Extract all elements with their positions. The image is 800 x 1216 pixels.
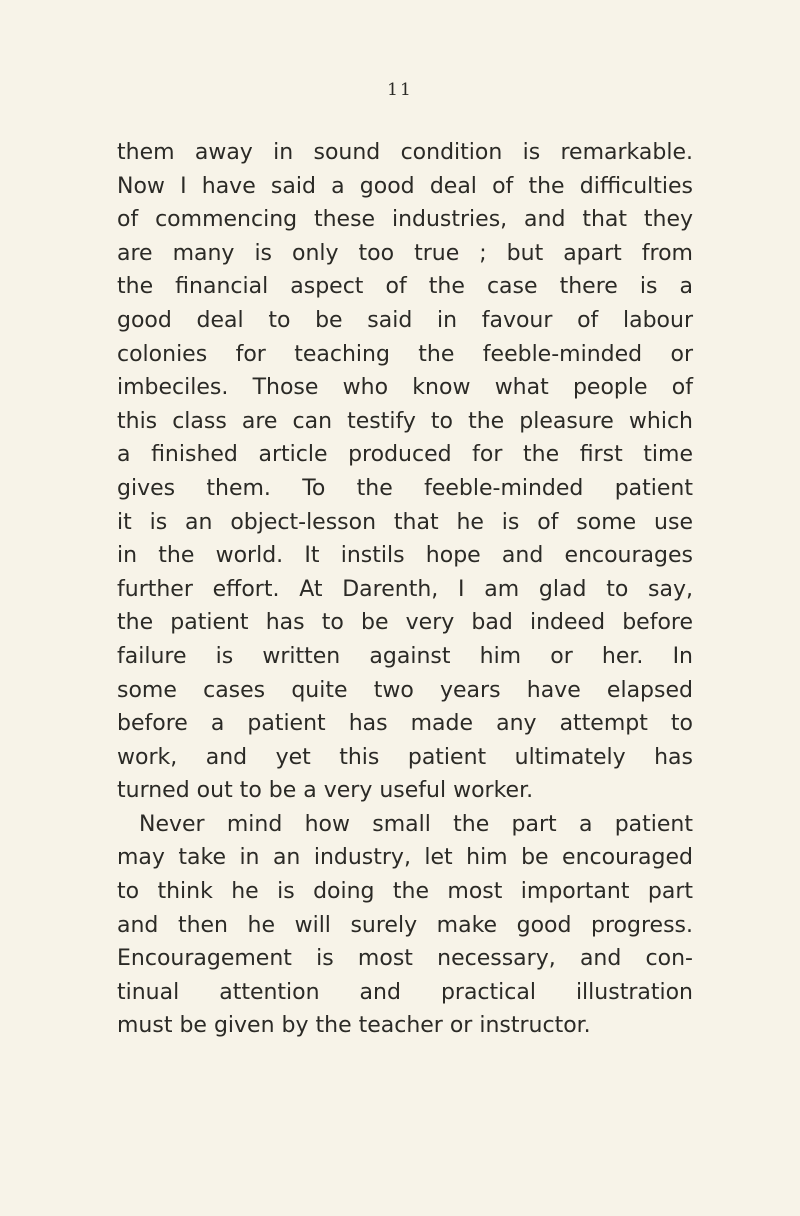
text-line: some cases quite two years have elapsed (117, 677, 693, 703)
text-line: Now I have said a good deal of the difficulties (117, 173, 693, 199)
text-line: and then he will surely make good progress. (117, 912, 693, 938)
text-line: work, and yet this patient ultimately has (117, 744, 693, 770)
text-line: gives them. To the feeble-minded patient (117, 475, 693, 501)
text-line: may take in an industry, let him be encouraged (117, 845, 693, 871)
text-line: before a patient has made any attempt to (117, 711, 693, 737)
text-line: turned out to be a very useful worker. (117, 778, 534, 804)
body-text (117, 136, 693, 1043)
text-line: them away in sound condition is remarkable. (117, 140, 693, 165)
text-line: to think he is doing the most important part (117, 879, 693, 905)
text-line: failure is written against him or her. In (117, 643, 693, 669)
text-line: this class are can testify to the pleasure which (117, 408, 693, 434)
text-line: the patient has to be very bad indeed before (117, 610, 693, 636)
text-line: in the world. It instils hope and encourages (117, 543, 693, 569)
text-line: further effort. At Darenth, I am glad to say, (117, 576, 693, 602)
text-line: must be given by the teacher or instructor. (117, 1013, 591, 1039)
text-line: a finished article produced for the first time (117, 442, 693, 468)
text-line: colonies for teaching the feeble-minded or (117, 341, 693, 367)
text-line: Encouragement is most necessary, and con- (117, 946, 693, 972)
text-line: the financial aspect of the case there is a (117, 274, 693, 300)
text-line: tinual attention and practical illustration (117, 979, 693, 1005)
text-line: Never mind how small the part a patient (139, 811, 693, 837)
text-line: imbeciles. Those who know what people of (117, 375, 693, 401)
text-line: of commencing these industries, and that they (117, 207, 693, 233)
page-number: 11 (387, 80, 413, 100)
text-line: good deal to be said in favour of labour (117, 307, 693, 333)
text-line: it is an object-lesson that he is of some use (117, 509, 693, 535)
text-line: are many is only too true ; but apart from (117, 240, 693, 266)
